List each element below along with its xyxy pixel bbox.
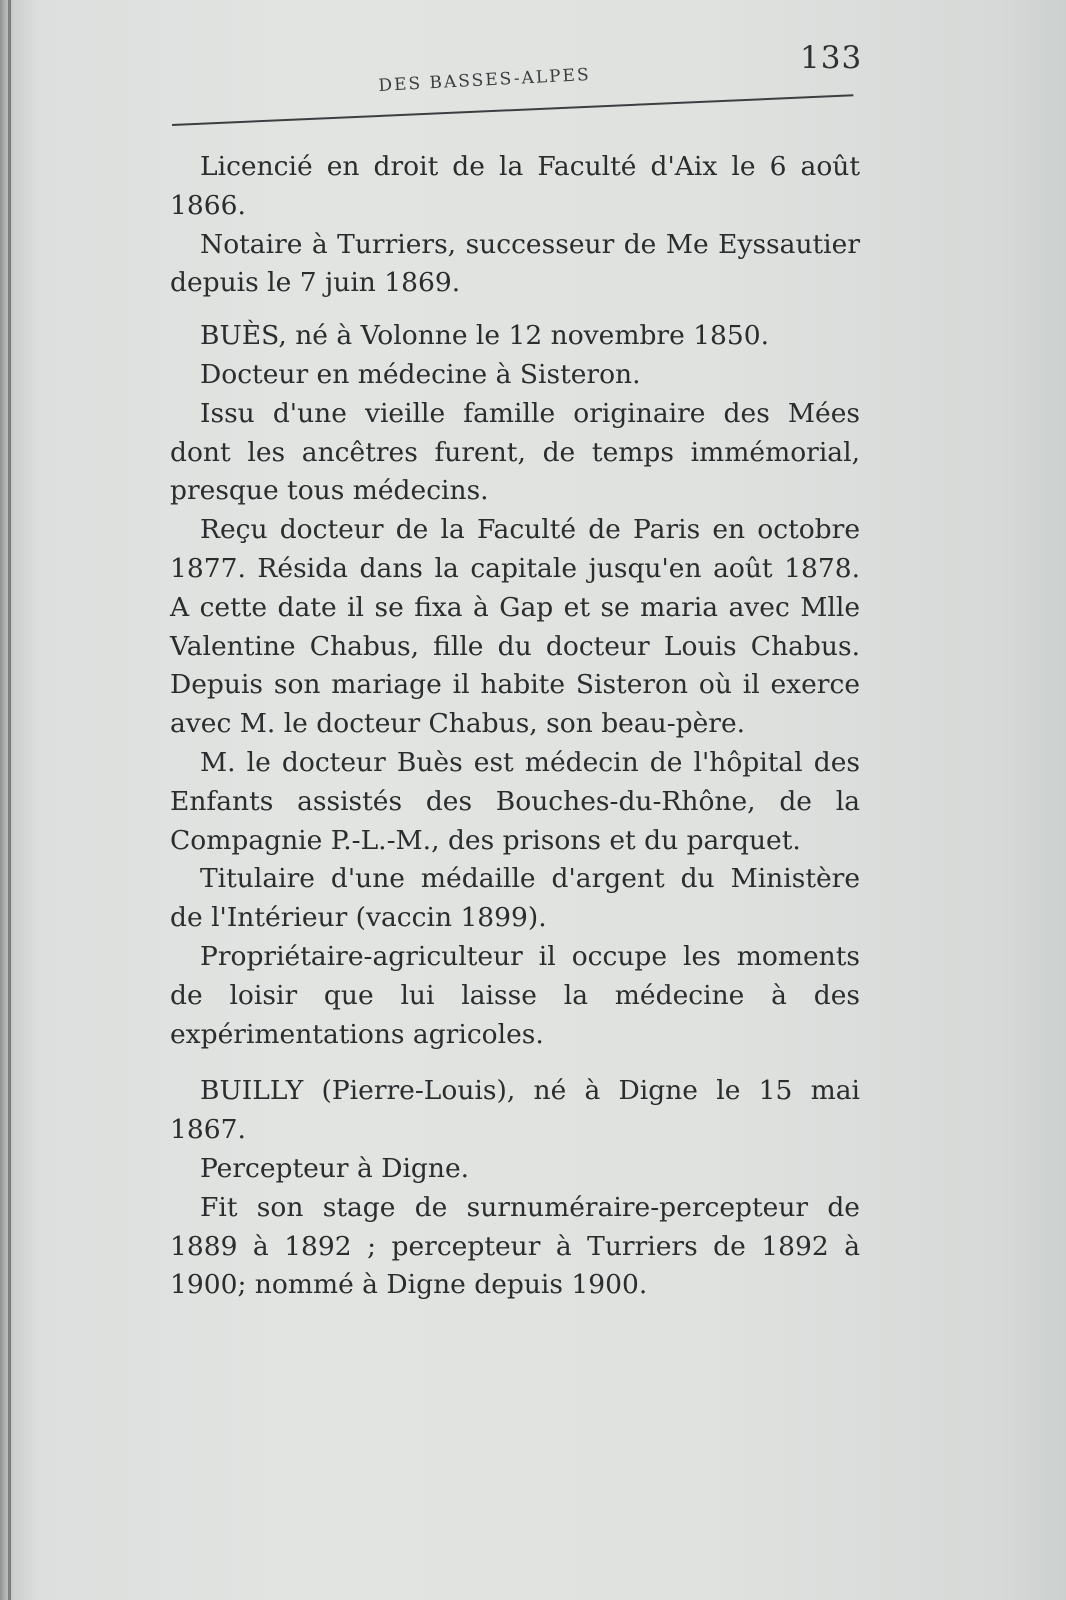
header-rule bbox=[172, 94, 853, 126]
paragraph-licence: Licencié en droit de la Faculté d'Aix le 6 août 1866. bbox=[170, 151, 860, 221]
binding-gutter bbox=[8, 0, 11, 1600]
entry-heading-bues: BUÈS, né à Volonne le 12 novembre 1850. bbox=[200, 320, 770, 352]
body-text bbox=[170, 148, 860, 1305]
running-head: DES BASSES-ALPES bbox=[378, 64, 592, 96]
paragraph-medecin-hopital: M. le docteur Buès est médecin de l'hôpital des Enfants assistés des Bouches-du-Rhône, de la Compagnie P.-L.-M., des prisons et du parquet. bbox=[170, 746, 860, 856]
paragraph-medaille: Titulaire d'une médaille d'argent du Ministère de l'Intérieur (vaccin 1899). bbox=[170, 863, 860, 934]
page-number: 133 bbox=[800, 40, 863, 76]
paragraph-recu-docteur: Reçu docteur de la Faculté de Paris en octobre 1877. Résida dans la capitale jusqu'en août 1878. A cette date il se fixa à Gap et se maria avec Mlle Valentine Chabus, fille du docteur Louis Chabus. Depuis son mariage il habite Sisteron où il exerce avec M. le docteur Chabus, son beau-père. bbox=[170, 514, 860, 740]
entry-heading-builly: BUILLY (Pierre-Louis), né à Digne le 15 mai 1867. bbox=[170, 1075, 860, 1146]
paragraph-proprietaire: Propriétaire-agriculteur il occupe les moments de loisir que lui laisse la médecine à des expérimentations agricoles. bbox=[170, 940, 860, 1050]
paragraph-famille: Issu d'une vieille famille originaire des Mées dont les ancêtres furent, de temps immémorial, presque tous médecins. bbox=[170, 397, 860, 507]
paragraph-percepteur: Percepteur à Digne. bbox=[200, 1152, 470, 1184]
paragraph-notaire: Notaire à Turriers, successeur de Me Eyssautier depuis le 7 juin 1869. bbox=[170, 228, 860, 299]
paragraph-stage: Fit son stage de surnuméraire-percepteur de 1889 à 1892 ; percepteur à Turriers de 1892 à 1900; nommé à Digne depuis 1900. bbox=[170, 1191, 860, 1301]
paragraph-docteur: Docteur en médecine à Sisteron. bbox=[200, 358, 641, 390]
